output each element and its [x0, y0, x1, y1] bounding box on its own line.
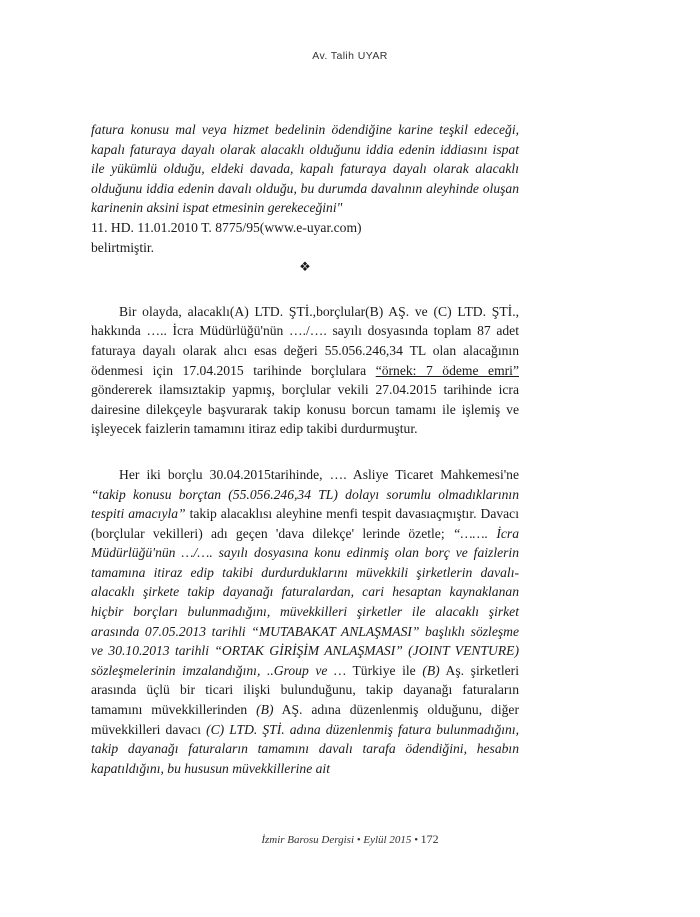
running-header-author: Av. Talih UYAR	[312, 50, 388, 62]
paragraph-text: Türkiye ile	[346, 662, 423, 678]
paragraph-lawsuit	[91, 465, 519, 779]
party-b-label: (B)	[422, 662, 440, 678]
party-b-label: (B)	[256, 702, 274, 718]
payment-order-reference: “örnek: 7 ödeme emri”	[375, 362, 519, 378]
page-number: 172	[420, 832, 439, 846]
paragraph-case-facts	[91, 302, 519, 439]
paragraph-text: Aş. şirketleri arasında üçlü bir ticari ilişki bulunduğunu, takip dayanağı faturaların tamamını müvekkillerinden	[91, 662, 519, 718]
petition-summary-continued: (C) LTD. ŞTİ. adına düzenlenmiş fatura bulunmadığını, takip dayanağı faturaların tamamını davalı tarafa ödendiğini, hesabın kapatıldığını, bu hususun müvekkillerine ait	[91, 721, 519, 776]
spacer	[91, 277, 519, 302]
lawsuit-subject-quote: “takip konusu borçtan (55.056.246,34 TL) dolayı sorumlu olmadıklarının tespiti amacıyla”	[91, 486, 519, 522]
paragraph-text: AŞ. adına düzenlenmiş olduğunu, diğer müvekkilleri davacı	[91, 702, 519, 737]
paragraph-text: göndererek ilamsıztakip yapmış, borçlular vekili 27.04.2015 tarihinde icra dairesine dilekçeyle başvurarak takip konusu borcun tamamı ile işlemiş ve işleyecek faizlerin tamamını itiraz edip takibi durdurmuştur.	[91, 382, 519, 437]
page-footer	[0, 832, 700, 847]
paragraph-text: Her iki borçlu 30.04.2015tarihinde, …. Asliye Ticaret Mahkemesi'ne	[119, 466, 519, 482]
paragraph-text: takip alacaklısı aleyhine menfi tespit davasıaçmıştır. Davacı (borçlular vekilleri) adı geçen 'dava dilekçe' lerinde özetle;	[91, 506, 519, 541]
journal-name: İzmir Barosu Dergisi • Eylül 2015 •	[261, 834, 418, 846]
page-body	[91, 120, 519, 778]
case-citation: 11. HD. 11.01.2010 T. 8775/95(www.e-uyar.com)	[91, 219, 362, 235]
paragraph-text: Bir olayda, alacaklı(A) LTD. ŞTİ.,borçlular(B) AŞ. ve (C) LTD. ŞTİ., hakkında ….. İcra Müdürlüğü'nün …./…. sayılı dosyasında toplam 87 adet faturaya dayalı olarak alıcı esas değeri 55.056.246,34 TL olan alacağının ödenmesi için 17.04.2015 tarihinde borçlulara	[91, 303, 519, 378]
petition-summary-quote: “……. İcra Müdürlüğü'nün …/…. sayılı dosyasına konu edinmiş olan borç ve faizlerin tamamına itiraz edip takibi durdurduklarını müvekkili şirketlerin davalı-alacaklı şirkete takip dayanağı faturalardan, cari hesaptan kaynaklanan hiçbir borçları bulunmadığını, müvekkilleri şirketler ile alacaklı şirket arasında 07.05.2013 tarihli “MUTABAKAT ANLAŞMASI” başlıklı sözleşme ve 30.10.2013 tarihli “ORTAK GİRİŞİM ANLAŞMASI” (JOINT VENTURE) sözleşmelerinin imzalandığını, ..Group ve …	[91, 525, 519, 678]
quote-closing: belirtmiştir.	[91, 239, 155, 255]
spacer	[91, 439, 519, 465]
quote-paragraph: fatura konusu mal veya hizmet bedelinin ödendiğine karine teşkil edeceği, kapalı faturaya dayalı olarak alacaklı olduğunu iddia edenin iddiasını ispat ile yükümlü olduğu, eldeki davada, kapalı faturaya dayalı olarak alacaklı olduğunu iddia edenin davalı olduğu, bu durumda davalının aleyhinde oluşan karinenin aksini ispat etmesinin gerekeceğini"	[91, 122, 519, 216]
section-ornament: ❖	[299, 259, 311, 275]
